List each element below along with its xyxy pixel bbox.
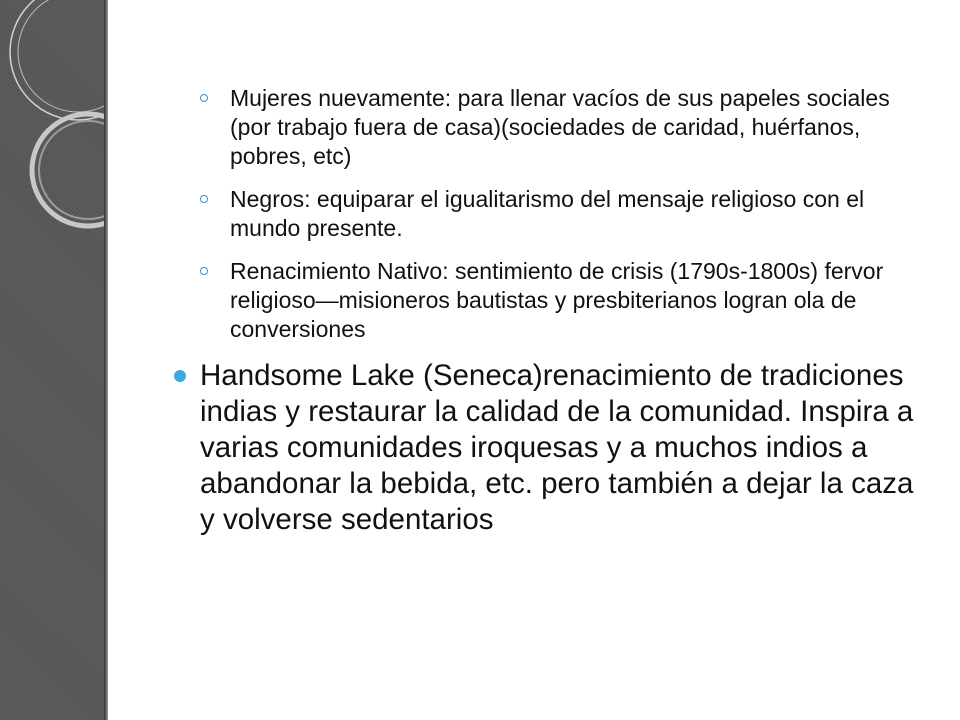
decorative-rings [0, 0, 104, 720]
ring-large-outer [10, 0, 104, 120]
hollow-circle-bullet-icon [200, 94, 208, 102]
sub-bullet-text: Mujeres nuevamente: para llenar vacíos de sus papeles sociales (por trabajo fuera de casa)(sociedades de caridad, huérfanos, pobres, etc) [230, 85, 890, 169]
sub-bullet-item [200, 257, 920, 344]
sub-bullet-list [160, 84, 920, 344]
sub-bullet-text: Renacimiento Nativo: sentimiento de crisis (1790s-1800s) fervor religioso—misioneros bautistas y presbiterianos logran ola de conversiones [230, 258, 884, 342]
main-bullet-text: Handsome Lake (Seneca)renacimiento de tradiciones indias y restaurar la calidad de la comunidad. Inspira a varias comunidades iroquesas y a muchos indios a abandonar la bebida, etc. pero también a dejar la caza y volverse sedentarios [200, 359, 914, 536]
sub-bullet-text: Negros: equiparar el igualitarismo del mensaje religioso con el mundo presente. [230, 186, 865, 241]
main-bullet-item [160, 358, 920, 538]
hollow-circle-bullet-icon [200, 267, 208, 275]
sub-bullet-item [200, 84, 920, 171]
sub-bullet-item [200, 185, 920, 243]
ring-medium-outer [32, 114, 104, 226]
hollow-circle-bullet-icon [200, 195, 208, 203]
ring-large-inner [18, 0, 104, 112]
main-bullet-list [160, 358, 920, 538]
filled-circle-bullet-icon [174, 370, 186, 382]
ring-medium-inner [39, 121, 104, 219]
side-panel-edge [104, 0, 108, 720]
slide-content [160, 84, 920, 538]
